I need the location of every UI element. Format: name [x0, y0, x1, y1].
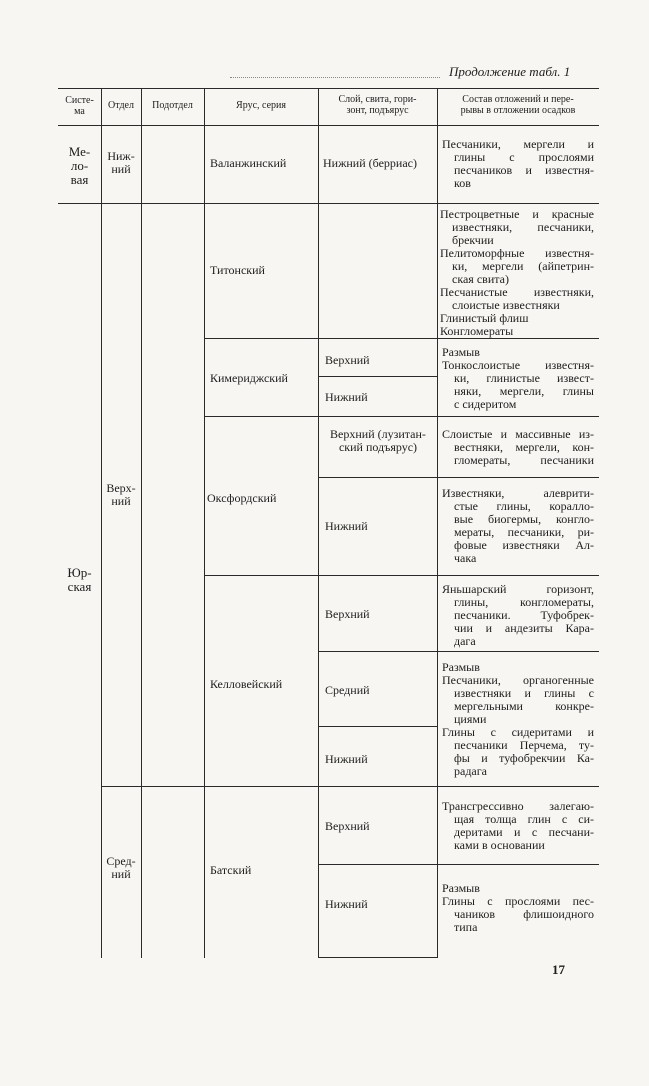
header-podotdel: Подотдел: [152, 100, 193, 111]
text-line: Глины с сидеритами и: [442, 725, 594, 739]
text-line: Размыв: [442, 345, 480, 359]
yarus-bat: Батский: [210, 863, 252, 877]
sostav-kellovey-sred-nizh: [442, 661, 594, 778]
otdel-sredniy: Сред- ний: [106, 854, 136, 881]
sostav-valanzhin: [442, 138, 594, 190]
sostav-titon: [440, 208, 594, 338]
text-line: Пестроцветные и красные: [440, 207, 594, 221]
rule-kim-bottom: [204, 416, 599, 417]
sostav-oxford-nizh: [442, 487, 594, 565]
rule-melovaya-bottom: [58, 203, 599, 204]
text-line: радага: [454, 764, 488, 778]
text-line: ки, глинистые извест-: [454, 371, 594, 385]
header-sloy: Слой, свита, гори- зонт, подъярус: [338, 94, 417, 116]
header-yarus: Ярус, серия: [236, 100, 286, 111]
text-line: глины с прослоями: [454, 150, 594, 164]
sloy-valanzhin-nizh: Нижний (берриас): [323, 156, 417, 170]
text-line: Песчаники, органогенные: [442, 673, 594, 687]
header-bottom-rule: [58, 125, 599, 126]
sostav-bat-verkh: [442, 800, 594, 852]
yarus-kimeridzh: Кимериджский: [210, 371, 288, 385]
rule-kim-mid: [318, 376, 437, 377]
col-line-otdel: [101, 126, 102, 958]
header-sostav: Состав отложений и пере- рывы в отложении осадков: [460, 94, 576, 116]
text-line: Песчанистые известняки,: [440, 285, 594, 299]
text-line: циями: [454, 712, 487, 726]
table-top-rule: [58, 88, 599, 89]
text-line: песчаники Перчема, ту-: [454, 738, 594, 752]
text-line: ки, мергели (айпетрин-: [452, 259, 594, 273]
text-line: вестняки, мергели, кон-: [454, 440, 594, 454]
sloy-kim-verkh: Верхний: [325, 353, 370, 367]
text-line: с сидеритом: [454, 397, 517, 411]
header-otdel: Отдел: [108, 100, 134, 111]
rule-bottom: [318, 957, 437, 958]
text-line: гломераты, песчаники: [454, 453, 594, 467]
sostav-bat-nizh: [442, 882, 594, 934]
col-line-yarus: [204, 126, 205, 958]
text-line: мераты, песчаники, ри-: [454, 525, 594, 539]
sloy-kel-verkh: Верхний: [325, 607, 370, 621]
page-number: 17: [552, 962, 565, 977]
rule-titon-bottom: [204, 338, 599, 339]
text-line: известняки и глины с: [454, 686, 594, 700]
yarus-oxford: Оксфордский: [207, 491, 277, 505]
sloy-kel-sred: Средний: [325, 683, 370, 697]
text-line: чии и андезиты Кара-: [454, 621, 594, 635]
text-line: фы и туфобрекчии Ка-: [454, 751, 594, 765]
rule-kel-1: [318, 651, 599, 652]
text-line: песчаники. Туфобрек-: [454, 608, 594, 622]
sloy-ox-verkh: Верхний (лузитан- ский подъярус): [330, 427, 426, 454]
text-line: деритами и с песчани-: [454, 825, 594, 839]
text-line: вые биогермы, конгло-: [454, 512, 594, 526]
otdel-nizhniy: Ниж- ний: [107, 149, 135, 176]
text-line: Тонкослоистые известня-: [442, 358, 594, 372]
text-line: стые глины, коралло-: [454, 499, 594, 513]
text-line: Яньшарский горизонт,: [442, 582, 594, 596]
text-line: няки, мергели, глины: [454, 384, 594, 398]
sloy-ox-nizh: Нижний: [325, 519, 368, 533]
col-line-podotdel: [141, 126, 142, 958]
text-line: песчаников и известня-: [454, 163, 594, 177]
text-line: дага: [454, 634, 476, 648]
yarus-valanzhin: Валанжинский: [210, 156, 287, 170]
otdel-verkhniy: Верх- ний: [106, 481, 136, 508]
sostav-oxford-verkh: [442, 428, 594, 467]
text-line: Известняки, алеврити-: [442, 486, 594, 500]
text-line: Пелитоморфные известня-: [440, 246, 594, 260]
sloy-bat-nizh: Нижний: [325, 897, 368, 911]
text-line: Глины с прослоями пес-: [442, 894, 594, 908]
text-line: Песчаники, мергели и: [442, 137, 594, 151]
system-yurskaya: Юр- ская: [67, 565, 92, 594]
text-line: Глинистый флиш: [440, 311, 529, 325]
text-line: Размыв: [442, 660, 480, 674]
sloy-kim-nizh: Нижний: [325, 390, 368, 404]
rule-ox-mid: [318, 477, 599, 478]
system-melovaya: Ме- ло- вая: [68, 144, 91, 187]
rule-verkh-bottom: [101, 786, 599, 787]
text-line: ками в основании: [454, 838, 545, 852]
text-line: Слоистые и массивные из-: [442, 427, 594, 441]
sloy-bat-verkh: Верхний: [325, 819, 370, 833]
text-line: ков: [454, 176, 471, 190]
text-line: чака: [454, 551, 477, 565]
sostav-kellovey-verkh: [442, 583, 594, 648]
yarus-kellovey: Келловейский: [210, 677, 283, 691]
text-line: щая толща глин с си-: [454, 812, 594, 826]
text-line: слоистые известняки: [452, 298, 560, 312]
text-line: известняки, песчаники,: [452, 220, 594, 234]
text-line: Конгломераты: [440, 324, 514, 338]
sostav-kimeridzh: [442, 346, 594, 411]
text-line: брекчии: [452, 233, 494, 247]
yarus-titon: Титонский: [210, 263, 265, 277]
rule-kel-2: [318, 726, 437, 727]
text-line: Размыв: [442, 881, 480, 895]
text-line: чаников флишоидного: [454, 907, 594, 921]
text-line: глины, конгломераты,: [454, 595, 594, 609]
text-line: Трансгрессивно залегаю-: [442, 799, 594, 813]
col-line-sloy: [318, 126, 319, 958]
text-line: фовые известняки Ал-: [454, 538, 594, 552]
sloy-kel-nizh: Нижний: [325, 752, 368, 766]
text-line: типа: [454, 920, 478, 934]
rule-ox-bottom: [204, 575, 599, 576]
text-line: мергельными конкре-: [454, 699, 594, 713]
header-system: Систе- ма: [65, 95, 94, 117]
table-continuation-label: Продолжение табл. 1: [449, 64, 571, 79]
rule-bat-mid: [318, 864, 599, 865]
text-line: ская свита): [452, 272, 509, 286]
col-line-sostav: [437, 126, 438, 958]
top-dotted-rule: [230, 77, 440, 79]
